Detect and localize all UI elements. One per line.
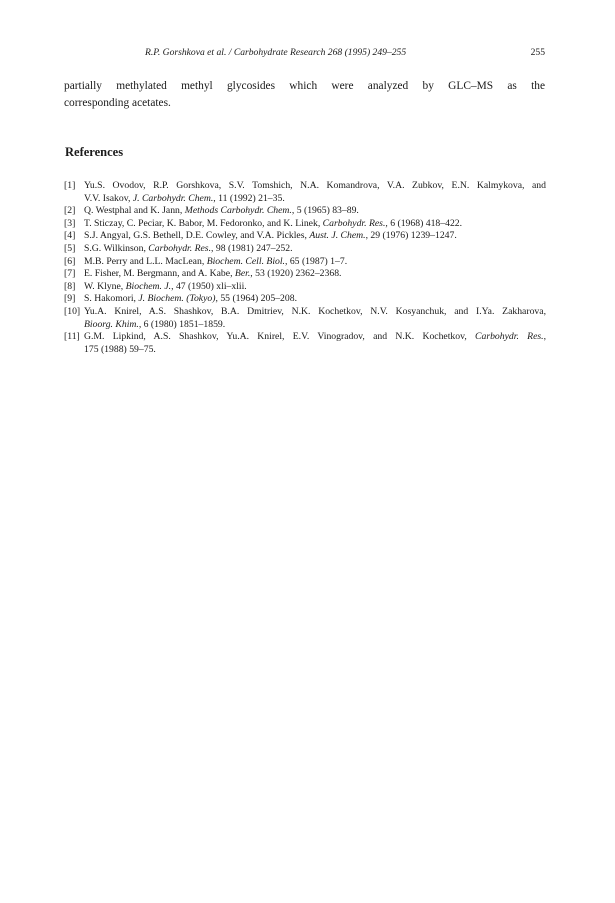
body-line-1: partially methylated methyl glycosides which were analyzed by GLC–MS as the	[64, 80, 545, 92]
reference-number: [8]	[64, 280, 76, 292]
reference-item-2	[64, 205, 546, 218]
reference-journal: Methods Carbohydr. Chem.	[184, 205, 292, 217]
reference-authors: E. Fisher, M. Bergmann, and A. Kabe,	[84, 268, 235, 280]
reference-item-10	[64, 306, 546, 331]
reference-item-3	[64, 218, 546, 231]
reference-item-5	[64, 243, 546, 256]
reference-item-4	[64, 230, 546, 243]
reference-number: [6]	[64, 255, 76, 267]
reference-citation: , 5 (1965) 83–89.	[291, 205, 359, 217]
reference-authors: Yu.S. Ovodov, R.P. Gorshkova, S.V. Tomshich, N.A. Komandrova, V.A. Zubkov, E.N. Kalmykova, and	[84, 180, 546, 191]
journal-running-title: R.P. Gorshkova et al. / Carbohydrate Research 268 (1995) 249–255	[145, 47, 407, 58]
reference-authors: V.V. Isakov,	[84, 192, 133, 204]
reference-journal: Carbohydr. Res.	[475, 331, 544, 343]
reference-authors: M.B. Perry and L.L. MacLean,	[84, 255, 207, 267]
body-paragraph	[64, 78, 545, 112]
reference-citation: , 55 (1964) 205–208.	[215, 293, 298, 305]
reference-journal: J. Biochem. (Tokyo)	[138, 293, 216, 305]
reference-citation: , 53 (1920) 2362–2368.	[250, 268, 342, 280]
reference-number: [1]	[64, 180, 76, 191]
reference-authors: Yu.A. Knirel, A.S. Shashkov, B.A. Dmitriev, N.K. Kochetkov, N.V. Kosyanchuk, and I.Ya. Zakharova,	[84, 305, 546, 317]
reference-citation: , 98 (1981) 247–252.	[211, 242, 293, 254]
reference-item-1	[64, 180, 546, 205]
reference-number: [2]	[64, 205, 76, 217]
reference-item-8	[64, 281, 546, 294]
reference-citation: , 6 (1980) 1851–1859.	[138, 318, 226, 330]
reference-number: [11]	[64, 331, 80, 343]
reference-journal: Carbohydr. Res.	[148, 242, 211, 254]
reference-item-9	[64, 293, 546, 306]
reference-punctuation: ,	[543, 331, 546, 343]
page-number: 255	[530, 47, 545, 58]
running-head	[65, 47, 545, 61]
body-line-2: corresponding acetates.	[64, 97, 171, 109]
reference-authors: S.J. Angyal, G.S. Bethell, D.E. Cowley, and V.A. Pickles,	[84, 230, 310, 242]
reference-citation: 175 (1988) 59–75.	[84, 343, 156, 355]
reference-number: [4]	[64, 230, 76, 242]
reference-citation: , 47 (1950) xli–xlii.	[171, 280, 247, 292]
reference-authors: S.G. Wilkinson,	[84, 242, 149, 254]
reference-number: [9]	[64, 293, 76, 305]
references-heading: References	[65, 145, 124, 159]
reference-authors: G.M. Lipkind, A.S. Shashkov, Yu.A. Knirel, E.V. Vinogradov, and N.K. Kochetkov,	[84, 331, 476, 343]
reference-journal: Biochem. Cell. Biol.	[206, 255, 285, 267]
reference-journal: J. Carbohydr. Chem.	[132, 192, 214, 204]
reference-citation: , 29 (1976) 1239–1247.	[365, 230, 457, 242]
reference-number: [7]	[64, 268, 76, 280]
reference-authors: Q. Westphal and K. Jann,	[84, 205, 185, 217]
reference-list	[64, 180, 546, 356]
reference-number: [5]	[64, 242, 76, 254]
reference-citation: , 11 (1992) 21–35.	[213, 192, 285, 204]
reference-journal: Bioorg. Khim.	[84, 318, 139, 330]
reference-number: [10]	[64, 305, 81, 317]
reference-journal: Ber.	[234, 268, 251, 280]
reference-number: [3]	[64, 217, 76, 229]
reference-item-11	[64, 331, 546, 356]
reference-item-7	[64, 268, 546, 281]
reference-authors: W. Klyne,	[84, 280, 126, 292]
reference-journal: Aust. J. Chem.	[309, 230, 366, 242]
reference-item-6	[64, 256, 546, 269]
reference-journal: Carbohydr. Res.	[322, 217, 386, 229]
reference-journal: Biochem. J.	[125, 280, 172, 292]
reference-authors: T. Sticzay, C. Peciar, K. Babor, M. Fedoronko, and K. Linek,	[84, 217, 323, 229]
reference-citation: , 6 (1968) 418–422.	[385, 217, 463, 229]
reference-authors: S. Hakomori,	[84, 293, 139, 305]
reference-citation: , 65 (1987) 1–7.	[284, 255, 348, 267]
